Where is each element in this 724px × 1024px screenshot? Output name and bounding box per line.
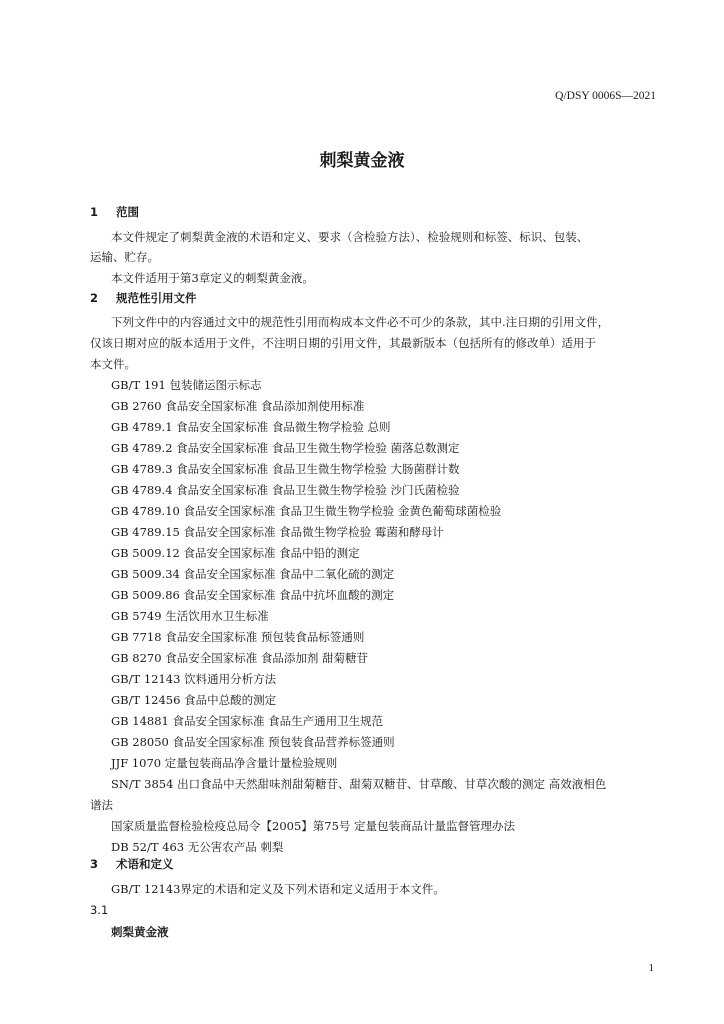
section-2-heading — [90, 290, 197, 306]
normative-paragraph-line: 下列文件中的内容通过文中的规范性引用而构成本文件必不可少的条款，其中.注日期的引用文件， — [111, 315, 610, 329]
scope-paragraph-line: 本文件适用于第3章定义的刺梨黄金液。 — [111, 271, 314, 285]
reference-item: GB 4789.10 食品安全国家标准 食品卫生微生物学检验 金黄色葡萄球菌检验 — [111, 504, 502, 518]
normative-paragraph-line: 仅该日期对应的版本适用于文件，不注明日期的引用文件，其最新版本（包括所有的修改单）适用于 — [90, 336, 596, 350]
section-title: 规范性引用文件 — [116, 291, 197, 305]
reference-item: GB/T 12456 食品中总酸的测定 — [111, 693, 277, 707]
section-number: 2 — [90, 291, 99, 305]
reference-item: GB 4789.4 食品安全国家标准 食品卫生微生物学检验 沙门氏菌检验 — [111, 483, 460, 497]
normative-paragraph-line: 本文件。 — [90, 357, 136, 371]
document-code: Q/DSY 0006S—2021 — [555, 90, 656, 102]
reference-item: GB 4789.1 食品安全国家标准 食品微生物学检验 总则 — [111, 420, 391, 434]
subsection-3-1-title: 刺梨黄金液 — [111, 925, 169, 939]
reference-item: GB 5009.12 食品安全国家标准 食品中铅的测定 — [111, 546, 360, 560]
reference-item: GB 5009.34 食品安全国家标准 食品中二氧化硫的测定 — [111, 567, 395, 581]
reference-item: DB 52/T 463 无公害农产品 刺梨 — [111, 840, 284, 854]
section-3-heading — [90, 856, 174, 872]
scope-paragraph-line: 本文件规定了刺梨黄金液的术语和定义、要求（含检验方法）、检验规则和标签、标识、包装、 — [111, 230, 589, 244]
page-number: 1 — [648, 962, 654, 974]
reference-item: GB 5749 生活饮用水卫生标准 — [111, 609, 269, 623]
section-number: 1 — [90, 205, 99, 219]
reference-item: GB 5009.86 食品安全国家标准 食品中抗坏血酸的测定 — [111, 588, 395, 602]
reference-item: GB 7718 食品安全国家标准 预包装食品标签通则 — [111, 630, 365, 644]
reference-item: 国家质量监督检验检疫总局令【2005】第75号 定量包装商品计量监督管理办法 — [111, 819, 516, 833]
reference-item: GB 14881 食品安全国家标准 食品生产通用卫生规范 — [111, 714, 384, 728]
terms-paragraph-line: GB/T 12143界定的术语和定义及下列术语和定义适用于本文件。 — [111, 882, 445, 896]
reference-item: GB 4789.15 食品安全国家标准 食品微生物学检验 霉菌和酵母计 — [111, 525, 444, 539]
reference-item: GB/T 191 包装储运图示标志 — [111, 378, 262, 392]
reference-item: SN/T 3854 出口食品中天然甜味剂甜菊糖苷、甜菊双糖苷、甘草酸、甘草次酸的测定 高效液相色 — [111, 777, 607, 791]
reference-item: GB 28050 食品安全国家标准 预包装食品营养标签通则 — [111, 735, 395, 749]
scope-paragraph-line: 运输、贮存。 — [90, 250, 159, 264]
section-title: 范围 — [116, 205, 139, 219]
section-number: 3 — [90, 857, 99, 871]
reference-item-continuation: 谱法 — [90, 798, 113, 812]
reference-item: GB/T 12143 饮料通用分析方法 — [111, 672, 277, 686]
subsection-3-1-number: 3.1 — [90, 903, 109, 917]
reference-item: GB 4789.2 食品安全国家标准 食品卫生微生物学检验 菌落总数测定 — [111, 441, 460, 455]
reference-item: JJF 1070 定量包装商品净含量计量检验规则 — [111, 756, 338, 770]
reference-item: GB 8270 食品安全国家标准 食品添加剂 甜菊糖苷 — [111, 651, 369, 665]
document-title: 刺梨黄金液 — [319, 151, 405, 171]
section-1-heading — [90, 204, 139, 220]
section-title: 术语和定义 — [116, 857, 174, 871]
reference-item: GB 4789.3 食品安全国家标准 食品卫生微生物学检验 大肠菌群计数 — [111, 462, 460, 476]
reference-item: GB 2760 食品安全国家标准 食品添加剂使用标准 — [111, 399, 365, 413]
